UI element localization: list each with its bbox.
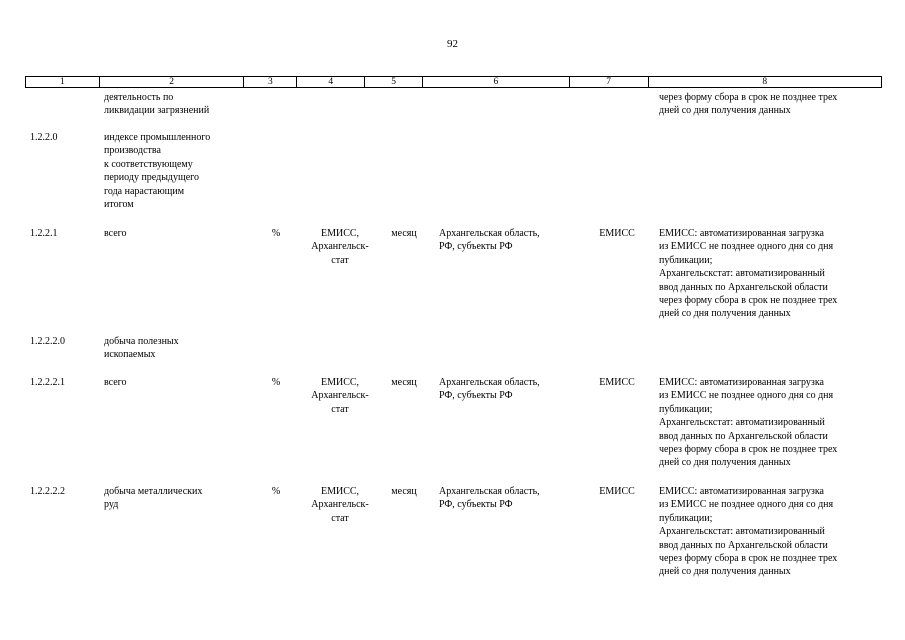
cell-name: добыча металлических руд [104,486,203,511]
cell-name: всего [104,228,127,239]
cell-name: всего [104,377,127,388]
cell-source: ЕМИСС, Архангельск- стат [311,486,369,524]
column-header-5: 5 [365,77,423,87]
cell-source: ЕМИСС, Архангельск- стат [311,228,369,266]
page-number: 92 [447,38,458,50]
column-header-1: 1 [26,77,100,87]
cell-system: ЕМИСС [599,377,635,388]
cell-system: ЕМИСС [599,228,635,239]
cell-code: 1.2.2.0 [30,132,58,143]
cell-system: ЕМИСС [599,486,635,497]
cell-period: месяц [391,377,417,388]
cell-period: месяц [391,228,417,239]
cell-method: ЕМИСС: автоматизированная загрузка из ЕМИСС не позднее одного дня со дня публикации; Архангельскстат: автоматизированный ввод данных по Архангельской области через форму сбора в срок не позднее трех дней со дня получения данных [659,377,838,469]
cell-level: Архангельская область, РФ, субъекты РФ [439,228,540,253]
cell-unit: % [271,377,281,388]
table-header [25,76,882,88]
column-header-4: 4 [297,77,365,87]
cell-code: 1.2.2.1 [30,228,58,239]
cell-name: индексе промышленного производства к соответствующему периоду предыдущего года нарастающим итогом [104,132,211,211]
cell-period: месяц [391,486,417,497]
cell-code: 1.2.2.2.1 [30,377,65,388]
cell-unit: % [271,228,281,239]
cell-level: Архангельская область, РФ, субъекты РФ [439,486,540,511]
column-header-3: 3 [244,77,297,87]
cell-code: 1.2.2.2.0 [30,336,65,347]
column-header-2: 2 [100,77,245,87]
cell-source: ЕМИСС, Архангельск- стат [311,377,369,415]
cell-level: Архангельская область, РФ, субъекты РФ [439,377,540,402]
cell-method: ЕМИСС: автоматизированная загрузка из ЕМИСС не позднее одного дня со дня публикации; Архангельскстат: автоматизированный ввод данных по Архангельской области через форму сбора в срок не позднее трех дней со дня получения данных [659,486,838,578]
cell-code: 1.2.2.2.2 [30,486,65,497]
cell-name: деятельность по ликвидации загрязнений [104,92,210,117]
column-header-8: 8 [762,77,768,87]
cell-method: ЕМИСС: автоматизированная загрузка из ЕМИСС не позднее одного дня со дня публикации; Архангельскстат: автоматизированный ввод данных по Архангельской области через форму сбора в срок не позднее трех дней со дня получения данных [659,228,838,320]
column-header-6: 6 [423,77,570,87]
cell-method: через форму сбора в срок не позднее трех дней со дня получения данных [659,92,838,117]
cell-name: добыча полезных ископаемых [104,336,179,361]
column-header-7: 7 [570,77,649,87]
cell-unit: % [271,486,281,497]
